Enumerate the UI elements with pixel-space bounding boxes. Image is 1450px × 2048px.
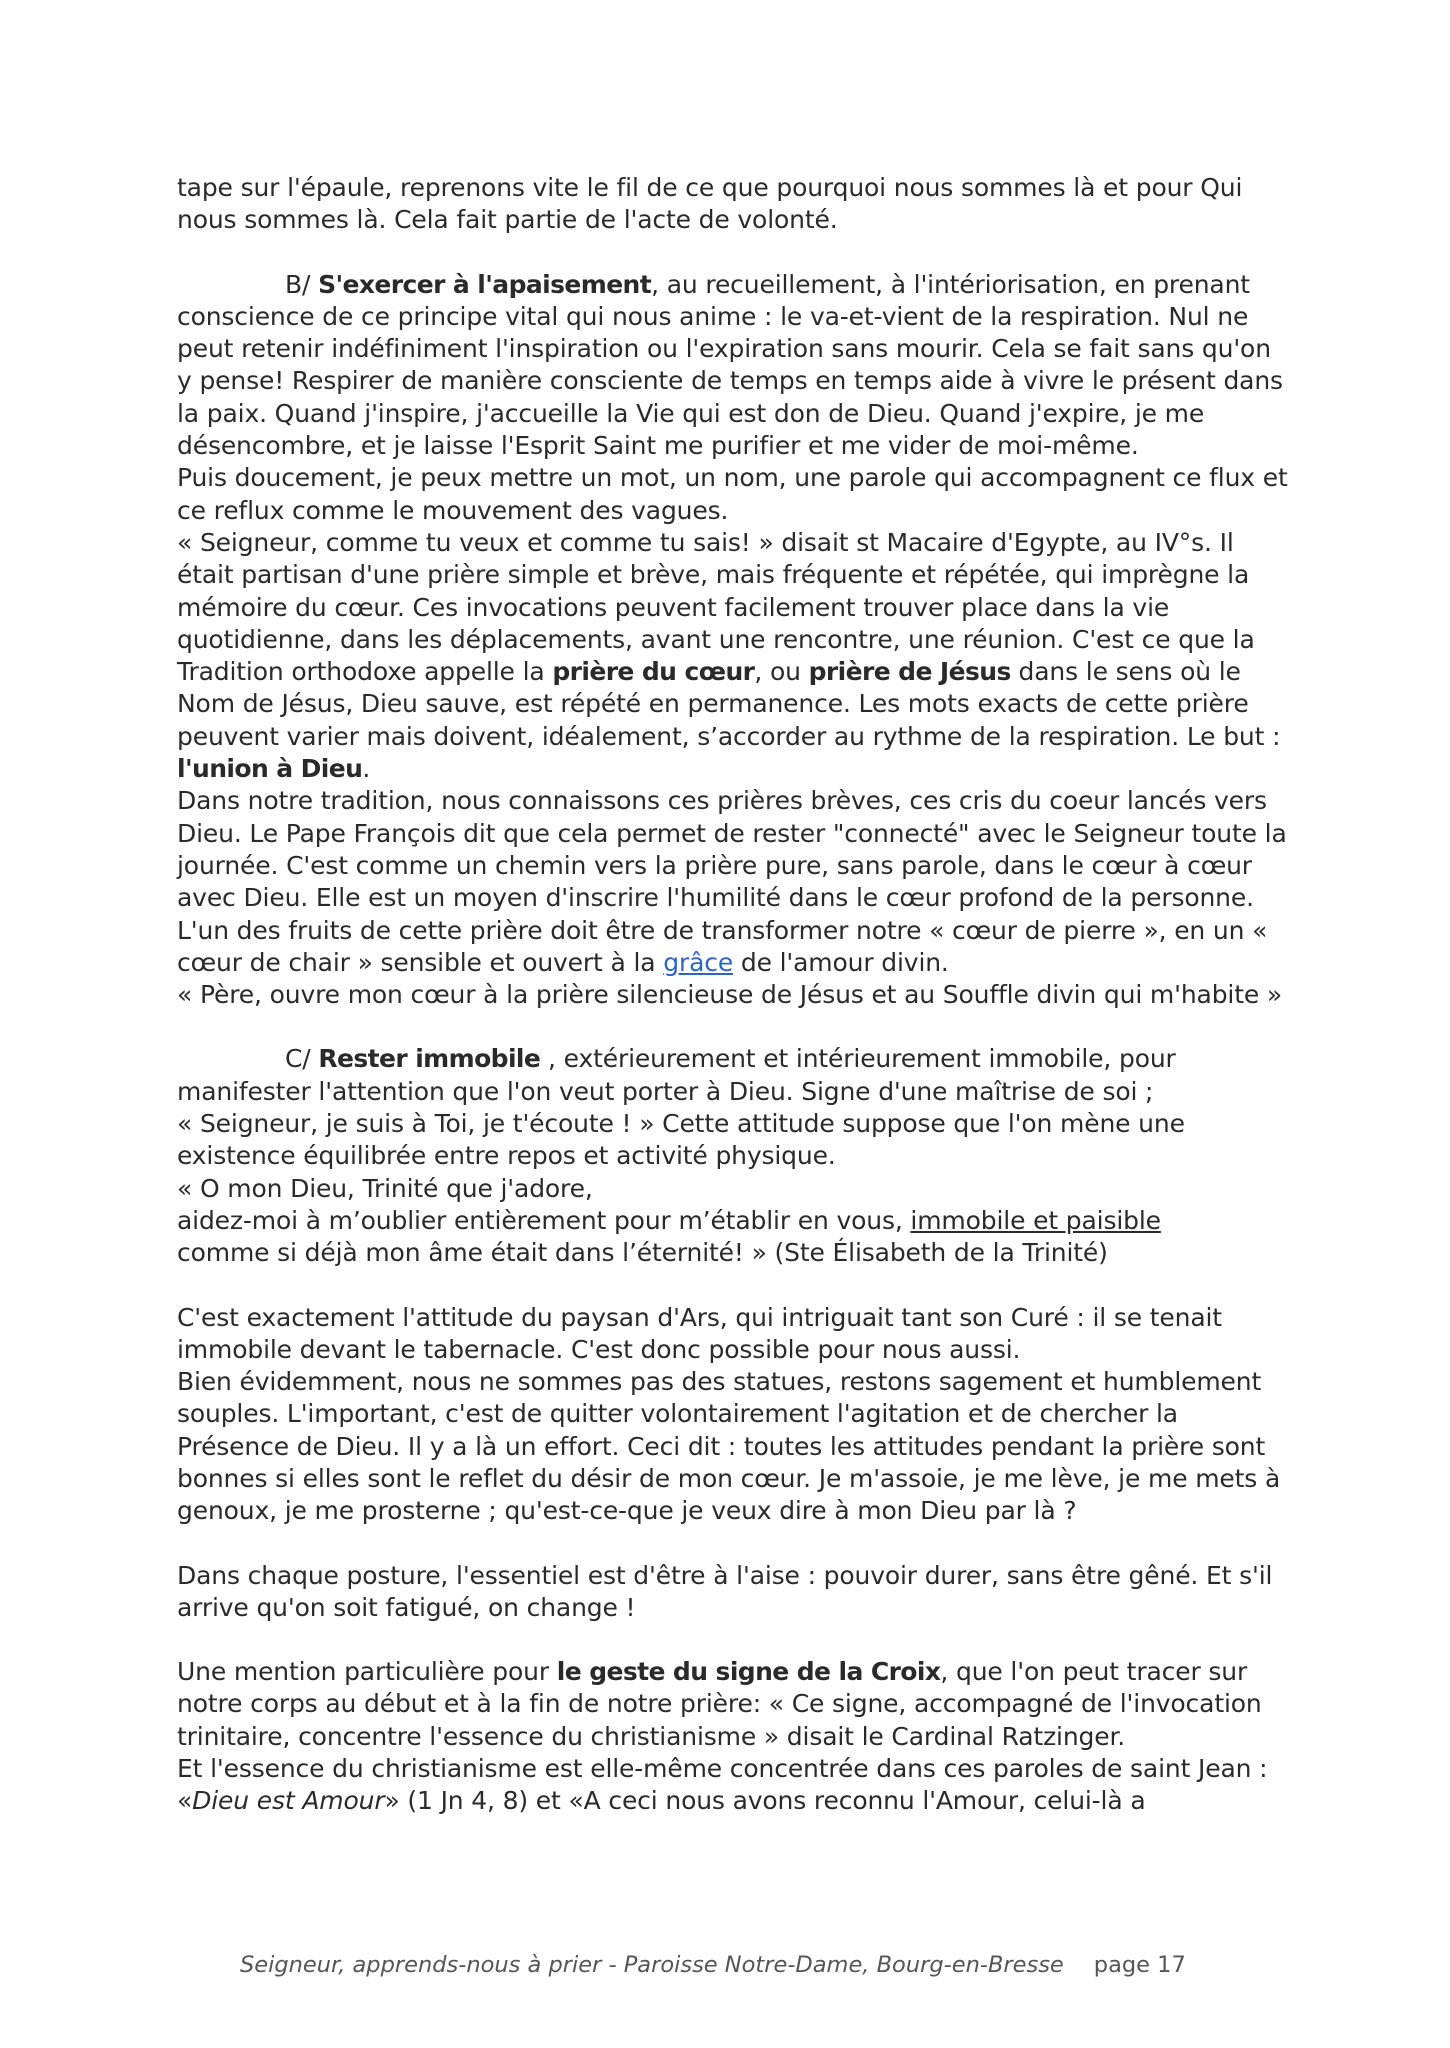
paragraph-seigneur-macaire [177,527,1292,785]
bold-signe-de-la-croix: le geste du signe de la Croix [556,1657,941,1687]
quote-line-1: « O mon Dieu, Trinité que j'adore, [177,1173,593,1203]
page-body [177,172,1292,1818]
paragraph-gap [177,1011,1292,1043]
section-c-text: , extérieurement et intérieurement immobile, pour manifester l'attention que l'on veut porter à Dieu. Signe d'une maîtrise de soi ; [177,1044,1176,1106]
paragraph-puis: Puis doucement, je peux mettre un mot, un nom, une parole qui accompagnent ce flux et ce reflux comme le mouvement des vagues. [177,463,1288,525]
text-run: « Seigneur, comme tu veux et comme tu sais! » disait st Macaire d'Egypte, au IV°s. Il était partisan d'une prière simple et brève, mais fréquente et répétée, qui imprègne la mémoire du cœur. Ces invocations peuvent facilement trouver place dans la vie quotidienne, dans les déplacements, avant une rencontre, une réunion. C'est ce que la Tradition orthodoxe appelle la [177,527,1255,687]
text-run: . [362,754,371,784]
text-run: Une mention particulière pour [177,1657,557,1687]
paragraph-bien-evidemment: Bien évidemment, nous ne sommes pas des statues, restons sagement et humblement souples. L'important, c'est de quitter volontairement l'agitation et de chercher la Présence de Dieu. Il y a là un effort. Ceci dit : toutes les attitudes pendant la prière sont bonnes si elles sont le reflet du désir de mon cœur. Je m'assoie, je me lève, je me mets à genoux, je me prosterne ; qu'est-ce-que je veux dire à mon Dieu par là ? [177,1367,1281,1526]
page-number: page 17 [1093,1952,1186,1978]
section-b-text: , au recueillement, à l'intériorisation, en prenant conscience de ce principe vital qui nous anime : le va-et-vient de la respiration. Nul ne peut retenir indéfiniment l'inspiration ou l'expiration sans mourir. Cela se fait sans qu'on y pense! Respirer de manière consciente de temps en temps aide à vivre le présent dans la paix. Quand j'inspire, j'accueille la Vie qui est don de Dieu. Quand j'expire, je me désencombre, et je laisse l'Esprit Saint me purifier et me vider de moi-même. [177,269,1283,461]
paragraph-tradition [177,785,1292,979]
paragraph-gap [177,1624,1292,1656]
paragraph-essence [177,1753,1292,1818]
text-run: Dans notre tradition, nous connaissons ces prières brèves, ces cris du coeur lancés vers Dieu. Le Pape François dit que cela permet de rester "connecté" avec le Seigneur toute la journée. C'est comme un chemin vers la prière pure, sans parole, dans le cœur à cœur avec Dieu. Elle est un moyen d'inscrire l'humilité dans le cœur profond de la personne. L'un des fruits de cette prière doit être de transformer notre « cœur de pierre », en un « cœur de chair » sensible et ouvert à la [177,786,1287,977]
grace-link[interactable]: grâce [663,947,734,977]
bold-union-a-dieu: l'union à Dieu [177,754,363,784]
paragraph-signe-croix [177,1656,1292,1753]
section-c-prefix: C/ [285,1044,319,1074]
paragraph-gap [177,1270,1292,1302]
section-c-paragraph [177,1043,1292,1108]
paragraph-gap [177,1528,1292,1560]
quote-line-2 [177,1205,1292,1237]
section-b-paragraph [177,269,1292,463]
bold-priere-de-jesus: prière de Jésus [808,657,1011,687]
paragraph-paysan-ars: C'est exactement l'attitude du paysan d'Ars, qui intriguait tant son Curé : il se tenait immobile devant le tabernacle. C'est donc possible pour nous aussi. [177,1302,1222,1364]
underlined-immobile-paisible: immobile et paisible [910,1205,1161,1235]
bold-priere-du-coeur: prière du cœur [552,657,755,687]
text-run: » (1 Jn 4, 8) et «A ceci nous avons reconnu l'Amour, celui-là a [384,1786,1146,1816]
italic-dieu-est-amour: Dieu est Amour [192,1786,385,1816]
section-c-title: Rester immobile [318,1044,541,1074]
text-run: dans le sens où le Nom de Jésus, Dieu sauve, est répété en permanence. Les mots exacts de cette prière peuvent varier mais doivent, idéalement, s’accorder au rythme de la respiration. Le but : [177,657,1281,751]
text-run: de l'amour divin. [733,947,949,977]
text-run: Et l'essence du christianisme est elle-même concentrée dans ces paroles de saint Jean : « [177,1754,1268,1816]
text-run: , ou [754,657,809,687]
paragraph-seigneur-ecoute: « Seigneur, je suis à Toi, je t'écoute ! » Cette attitude suppose que l'on mène une existence équilibrée entre repos et activité physique. [177,1109,1185,1171]
section-b-prefix: B/ [285,269,319,299]
paragraph-chaque-posture: Dans chaque posture, l'essentiel est d'être à l'aise : pouvoir durer, sans être gêné. Et s'il arrive qu'on soit fatigué, on change ! [177,1560,1273,1622]
text-run: aidez-moi à m’oublier entièrement pour m’établir en vous, [177,1205,911,1235]
prayer-pere: « Père, ouvre mon cœur à la prière silencieuse de Jésus et au Souffle divin qui m'habite » [177,980,1283,1010]
paragraph-gap [177,237,1292,269]
page-footer [240,1950,1230,1980]
quote-line-3: comme si déjà mon âme était dans l’éternité! » (Ste Élisabeth de la Trinité) [177,1238,1108,1268]
text-run: , que l'on peut tracer sur notre corps au début et à la fin de notre prière: « Ce signe, accompagné de l'invocation trinitaire, concentre l'essence du christianisme » disait le Cardinal Ratzinger. [177,1657,1262,1751]
section-b-title: S'exercer à l'apaisement [318,269,652,299]
paragraph-continuation: tape sur l'épaule, reprenons vite le fil de ce que pourquoi nous sommes là et pour Qui nous sommes là. Cela fait partie de l'acte de volonté. [177,173,1243,235]
footer-title: Seigneur, apprends-nous à prier - Paroisse Notre-Dame, Bourg-en-Bresse [240,1952,1064,1978]
